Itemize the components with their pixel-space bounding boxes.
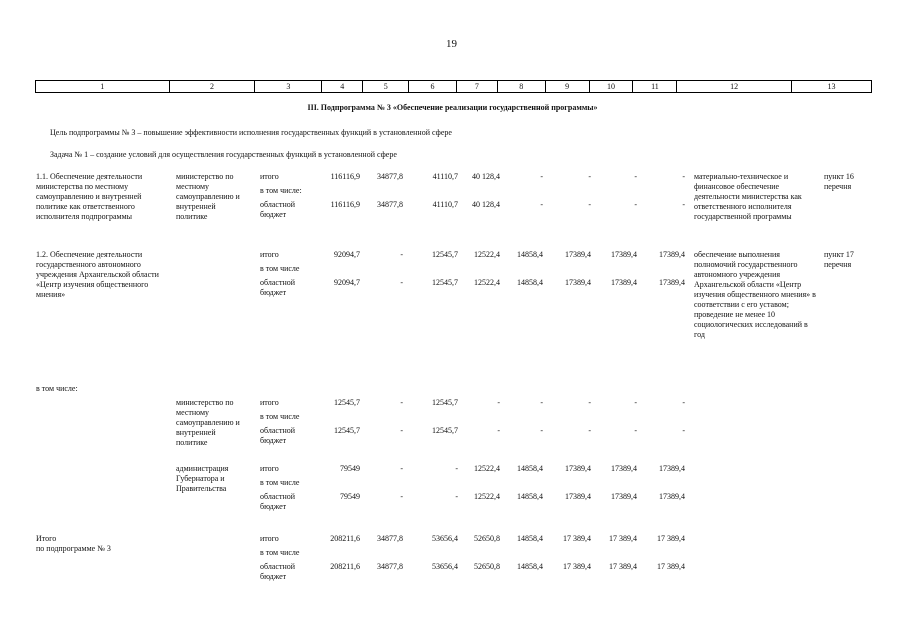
row2-total-values-7: 17389,4 <box>611 250 637 259</box>
totals-total-values-4: 52650,8 <box>474 534 500 543</box>
sub2-total-values-5: 14858,4 <box>517 464 543 473</box>
sub1-budget-values-8: - <box>682 426 685 435</box>
sub1-total-values-5: - <box>540 398 543 407</box>
sub1-budget-values-3: 12545,7 <box>432 426 458 435</box>
sub1-executor: министерство по местному самоуправлению и внутренней политике <box>176 398 240 447</box>
sub1-budget-values-4: - <box>497 426 500 435</box>
totals-itogo: итого <box>260 534 279 543</box>
row2-name: 1.2. Обеспечение деятельности государственного автономного учреждения Архангельской области «Центр изучения общественного мнения» <box>36 250 159 299</box>
totals-total-values-8: 17 389,4 <box>657 534 685 543</box>
row2-total-values-6: 17389,4 <box>565 250 591 259</box>
row2-budget-values-5: 14858,4 <box>517 278 543 287</box>
sub1-total-values-8: - <box>682 398 685 407</box>
row2-ref: пункт 17 перечня <box>824 250 854 269</box>
sub1-budget-values-6: - <box>588 426 591 435</box>
totals-budget-values-2: 34877,8 <box>377 562 403 571</box>
row1-total-values-5: - <box>540 172 543 181</box>
row2-total-values-2: - <box>400 250 403 259</box>
row1-budget-values-1: 116116,9 <box>330 200 360 209</box>
task-text: Задача № 1 – создание условий для осуществления государственных функций в установленной сфере <box>50 150 397 159</box>
row1-budget-values-7: - <box>634 200 637 209</box>
sub2-total-values-1: 79549 <box>340 464 360 473</box>
row1-total-values-6: - <box>588 172 591 181</box>
goal-text: Цель подпрограммы № 3 – повышение эффективности исполнения государственных функций в установленной сфере <box>50 128 452 137</box>
totals-total-values-1: 208211,6 <box>330 534 360 543</box>
sub1-budget-label: областной бюджет <box>260 426 296 445</box>
row2-budget-values-8: 17389,4 <box>659 278 685 287</box>
totals-budget-values-4: 52650,8 <box>474 562 500 571</box>
sub2-executor: администрация Губернатора и Правительства <box>176 464 229 493</box>
row1-itogo: итого <box>260 172 279 181</box>
row2-budget-values-7: 17389,4 <box>611 278 637 287</box>
sub1-budget-values-1: 12545,7 <box>334 426 360 435</box>
totals-total-values-3: 53656,4 <box>432 534 458 543</box>
sub2-budget-values-6: 17389,4 <box>565 492 591 501</box>
row1-budget-values-3: 41110,7 <box>432 200 458 209</box>
row2-budget-values-4: 12522,4 <box>474 278 500 287</box>
sub2-total-values-7: 17389,4 <box>611 464 637 473</box>
row2-budget-values-2: - <box>400 278 403 287</box>
header-col-4: 4 <box>322 81 363 92</box>
totals-total-values-2: 34877,8 <box>377 534 403 543</box>
row2-budget-label: областной бюджет <box>260 278 296 297</box>
row1-total-values-4: 40 128,4 <box>472 172 500 181</box>
row2-total-values-8: 17389,4 <box>659 250 685 259</box>
totals-sublabel: по подпрограмме № 3 <box>36 544 111 553</box>
totals-total-values-6: 17 389,4 <box>563 534 591 543</box>
row1-budget-values-4: 40 128,4 <box>472 200 500 209</box>
sub2-total-values-6: 17389,4 <box>565 464 591 473</box>
row1-total-values-2: 34877,8 <box>377 172 403 181</box>
sub2-budget-values-3: - <box>455 492 458 501</box>
sub2-budget-values-8: 17389,4 <box>659 492 685 501</box>
including-label: в том числе: <box>36 384 78 393</box>
sub1-total-values-2: - <box>400 398 403 407</box>
totals-budget-values-7: 17 389,4 <box>609 562 637 571</box>
totals-budget-values-8: 17 389,4 <box>657 562 685 571</box>
row1-budget-values-6: - <box>588 200 591 209</box>
table-header-row <box>35 80 872 93</box>
sub1-total-values-1: 12545,7 <box>334 398 360 407</box>
sub2-total-values-2: - <box>400 464 403 473</box>
header-col-7: 7 <box>457 81 498 92</box>
sub1-vtch: в том числе <box>260 412 300 421</box>
row1-ref: пункт 16 перечня <box>824 172 854 191</box>
header-col-5: 5 <box>363 81 409 92</box>
row2-total-values-1: 92094,7 <box>334 250 360 259</box>
sub2-budget-values-4: 12522,4 <box>474 492 500 501</box>
row2-total-values-3: 12545,7 <box>432 250 458 259</box>
sub2-vtch: в том числе <box>260 478 300 487</box>
sub2-budget-values-1: 79549 <box>340 492 360 501</box>
sub2-budget-values-5: 14858,4 <box>517 492 543 501</box>
row2-budget-values-1: 92094,7 <box>334 278 360 287</box>
sub2-total-values-8: 17389,4 <box>659 464 685 473</box>
totals-budget-values-3: 53656,4 <box>432 562 458 571</box>
header-col-12: 12 <box>677 81 791 92</box>
row1-vtch: в том числе: <box>260 186 302 195</box>
header-col-8: 8 <box>498 81 546 92</box>
row1-budget-label: областной бюджет <box>260 200 296 219</box>
totals-budget-values-5: 14858,4 <box>517 562 543 571</box>
sub1-total-values-3: 12545,7 <box>432 398 458 407</box>
row2-itogo: итого <box>260 250 279 259</box>
row1-budget-values-2: 34877,8 <box>377 200 403 209</box>
sub1-total-values-7: - <box>634 398 637 407</box>
header-col-11: 11 <box>633 81 677 92</box>
row1-result: материально-техническое и финансовое обеспечение деятельности министерства как ответственного исполнителя государственной программы <box>694 172 802 221</box>
row2-budget-values-6: 17389,4 <box>565 278 591 287</box>
header-col-9: 9 <box>546 81 590 92</box>
row2-total-values-5: 14858,4 <box>517 250 543 259</box>
row2-total-values-4: 12522,4 <box>474 250 500 259</box>
sub1-budget-values-5: - <box>540 426 543 435</box>
header-col-3: 3 <box>255 81 322 92</box>
sub1-total-values-6: - <box>588 398 591 407</box>
header-col-2: 2 <box>170 81 256 92</box>
page-number: 19 <box>446 38 457 50</box>
row1-total-values-1: 116116,9 <box>330 172 360 181</box>
row1-name: 1.1. Обеспечение деятельности министерства по местному самоуправлению и внутренней политике как ответственного исполнителя подпрограммы <box>36 172 143 221</box>
row2-vtch: в том числе <box>260 264 300 273</box>
row1-total-values-8: - <box>682 172 685 181</box>
sub1-budget-values-7: - <box>634 426 637 435</box>
sub1-budget-values-2: - <box>400 426 403 435</box>
totals-total-values-7: 17 389,4 <box>609 534 637 543</box>
totals-label: Итого <box>36 534 57 543</box>
sub2-total-values-4: 12522,4 <box>474 464 500 473</box>
totals-budget-values-1: 208211,6 <box>330 562 360 571</box>
totals-vtch: в том числе <box>260 548 300 557</box>
row2-result: обеспечение выполнения полномочий государственного автономного учреждения Архангельской области «Центр изучения общественного мнения» в соответствии с его уставом; проведение не менее 10 социологических исследований в год <box>694 250 816 339</box>
row1-budget-values-5: - <box>540 200 543 209</box>
totals-total-values-5: 14858,4 <box>517 534 543 543</box>
row1-total-values-7: - <box>634 172 637 181</box>
sub1-total-values-4: - <box>497 398 500 407</box>
row1-total-values-3: 41110,7 <box>432 172 458 181</box>
sub2-budget-values-7: 17389,4 <box>611 492 637 501</box>
totals-budget-values-6: 17 389,4 <box>563 562 591 571</box>
header-col-1: 1 <box>36 81 170 92</box>
sub2-total-values-3: - <box>455 464 458 473</box>
row2-budget-values-3: 12545,7 <box>432 278 458 287</box>
totals-budget-label: областной бюджет <box>260 562 296 581</box>
sub1-itogo: итого <box>260 398 279 407</box>
sub2-itogo: итого <box>260 464 279 473</box>
row1-budget-values-8: - <box>682 200 685 209</box>
section-title: III. Подпрограмма № 3 «Обеспечение реализации государственной программы» <box>307 103 598 112</box>
row1-executor: министерство по местному самоуправлению и внутренней политике <box>176 172 240 221</box>
sub2-budget-label: областной бюджет <box>260 492 296 511</box>
header-col-10: 10 <box>590 81 634 92</box>
header-col-6: 6 <box>409 81 457 92</box>
sub2-budget-values-2: - <box>400 492 403 501</box>
header-col-13: 13 <box>827 82 836 91</box>
